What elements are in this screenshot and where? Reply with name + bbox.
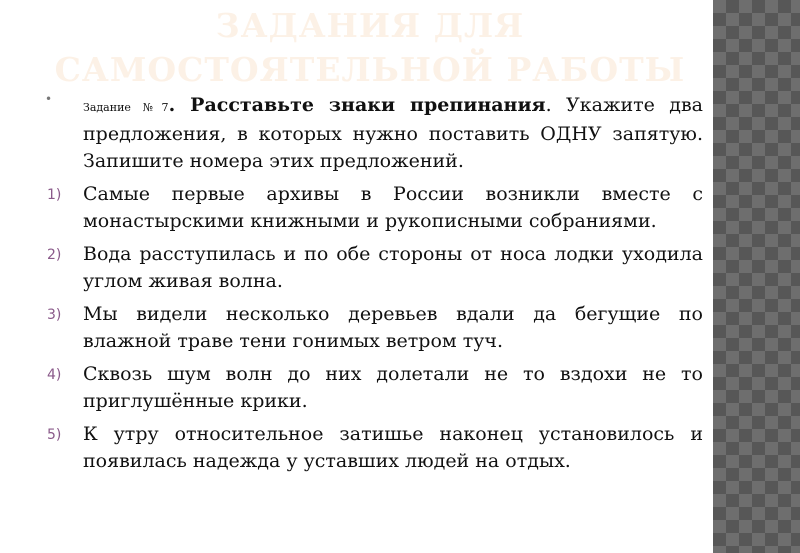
item-text: Мы видели несколько деревьев вдали да бегущие по влажной траве тени гонимых ветром туч. [83,303,703,352]
item-text: Самые первые архивы в России возникли вместе с монастырскими книжными и рукописными собраниями. [83,183,703,232]
item-number: 2) [47,247,62,263]
item-text: К утру относительное затишье наконец установилось и появилась надежда у уставших людей на отдых. [83,423,703,472]
task-instruction: Расставьте знаки препинания [190,94,546,116]
list-item [47,241,703,295]
slide-content [45,92,703,481]
item-number: 3) [47,307,62,323]
list-item [47,181,703,235]
slide-title: ЗАДАНИЯ ДЛЯ САМОСТОЯТЕЛЬНОЙ РАБОТЫ [54,6,686,89]
item-number: 4) [47,367,62,383]
bullet-icon: • [45,92,53,106]
decorative-pattern [713,0,800,553]
task-paragraph: • Задание №7. Расставьте знаки препинания. Укажите два предложения, в которых нужно поставить ОДНУ запятую. Запишите номера этих предложений. [83,92,703,175]
task-label: Задание №7 [83,101,169,114]
item-number: 5) [47,427,62,443]
list-item [47,301,703,355]
item-text: Сквозь шум волн до них долетали не то вздохи не то приглушённые крики. [83,363,703,412]
task-text: . Укажите два предложения, в которых нужно поставить ОДНУ запятую. Запишите номера этих предложений. [83,94,703,172]
item-number: 1) [47,187,62,203]
item-text: Вода расступилась и по обе стороны от носа лодки уходила углом живая волна. [83,243,703,292]
list-item [47,421,703,475]
list-item [47,361,703,415]
